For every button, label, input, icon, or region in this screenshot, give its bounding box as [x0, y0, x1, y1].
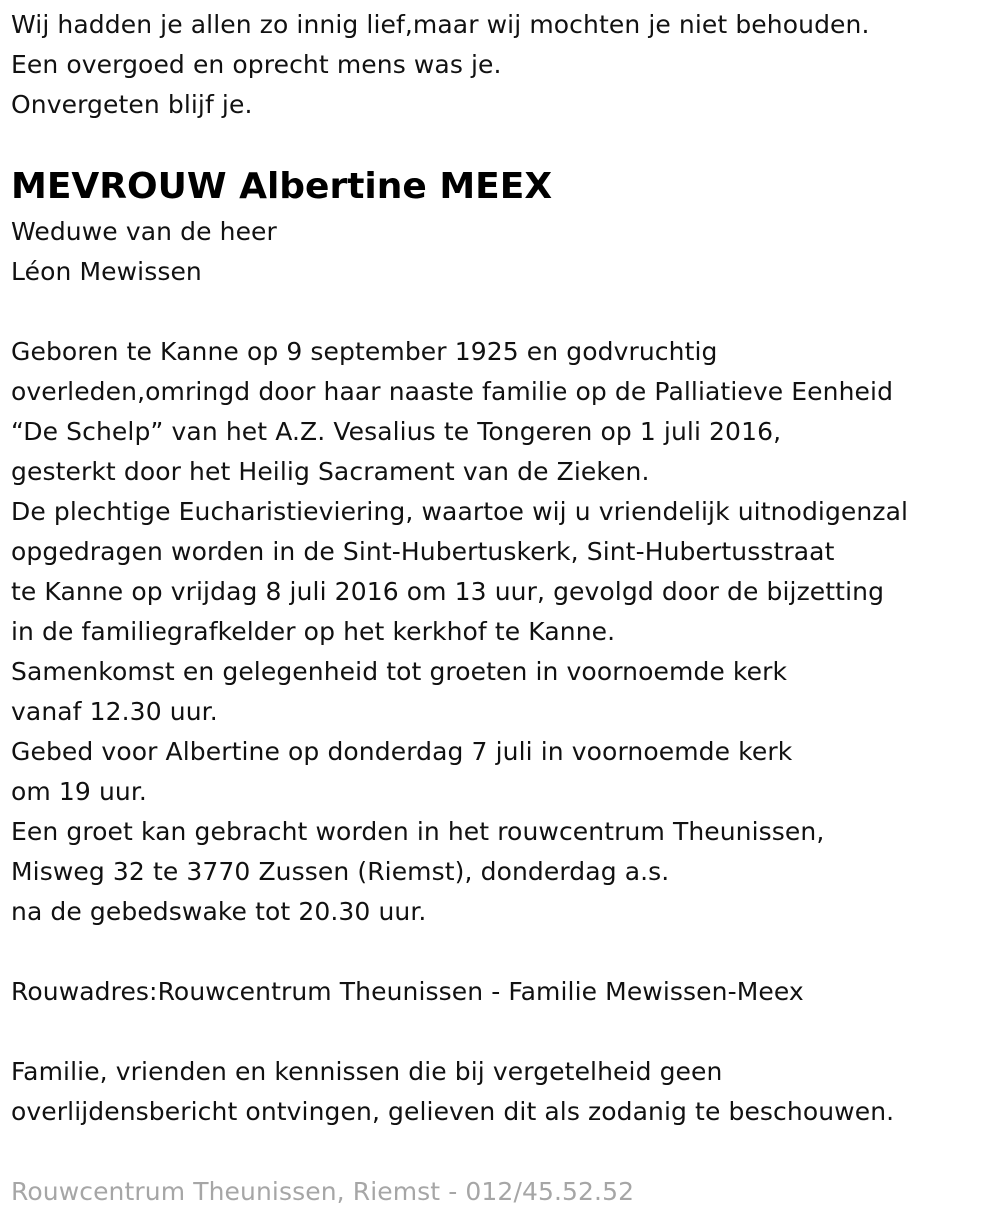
intro-text — [11, 5, 991, 125]
body-line: “De Schelp” van het A.Z. Vesalius te Tongeren op 1 juli 2016, — [11, 417, 782, 446]
intro-line: Een overgoed en oprecht mens was je. — [11, 50, 502, 79]
body-line: gesterkt door het Heilig Sacrament van de Zieken. — [11, 457, 650, 486]
deceased-name-heading: MEVROUW Albertine MEEX — [11, 166, 553, 207]
body-line: om 19 uur. — [11, 777, 147, 806]
spouse-line: Léon Mewissen — [11, 257, 202, 286]
body-line: Een groet kan gebracht worden in het rouwcentrum Theunissen, — [11, 817, 825, 846]
obituary-document — [11, 5, 991, 1212]
obituary-body — [11, 332, 991, 932]
notice-text — [11, 1052, 991, 1132]
notice-line: overlijdensbericht ontvingen, gelieven dit als zodanig te beschouwen. — [11, 1097, 895, 1126]
spacer — [11, 932, 991, 972]
mourning-address: Rouwadres:Rouwcentrum Theunissen - Familie Mewissen-Meex — [11, 977, 804, 1006]
body-line: overleden,omringd door haar naaste familie op de Palliatieve Eenheid — [11, 377, 894, 406]
body-line: Geboren te Kanne op 9 september 1925 en godvruchtig — [11, 337, 718, 366]
body-line: te Kanne op vrijdag 8 juli 2016 om 13 uur, gevolgd door de bijzetting — [11, 577, 885, 606]
body-line: Gebed voor Albertine op donderdag 7 juli in voornoemde kerk — [11, 737, 793, 766]
body-line: Samenkomst en gelegenheid tot groeten in voornoemde kerk — [11, 657, 788, 686]
spacer — [11, 1132, 991, 1172]
notice-line: Familie, vrienden en kennissen die bij vergetelheid geen — [11, 1057, 723, 1086]
body-line: in de familiegrafkelder op het kerkhof te Kanne. — [11, 617, 616, 646]
intro-line: Wij hadden je allen zo innig lief,maar wij mochten je niet behouden. — [11, 10, 870, 39]
spouse-info — [11, 212, 991, 292]
body-line: De plechtige Eucharistieviering, waartoe wij u vriendelijk uitnodigenzal — [11, 497, 909, 526]
body-line: opgedragen worden in de Sint-Hubertuskerk, Sint-Hubertusstraat — [11, 537, 835, 566]
spacer — [11, 1012, 991, 1052]
funeral-home-footer: Rouwcentrum Theunissen, Riemst - 012/45.52.52 — [11, 1177, 635, 1206]
spouse-line: Weduwe van de heer — [11, 217, 277, 246]
spacer — [11, 292, 991, 332]
body-line: na de gebedswake tot 20.30 uur. — [11, 897, 427, 926]
intro-line: Onvergeten blijf je. — [11, 90, 253, 119]
body-line: Misweg 32 te 3770 Zussen (Riemst), donderdag a.s. — [11, 857, 670, 886]
body-line: vanaf 12.30 uur. — [11, 697, 218, 726]
